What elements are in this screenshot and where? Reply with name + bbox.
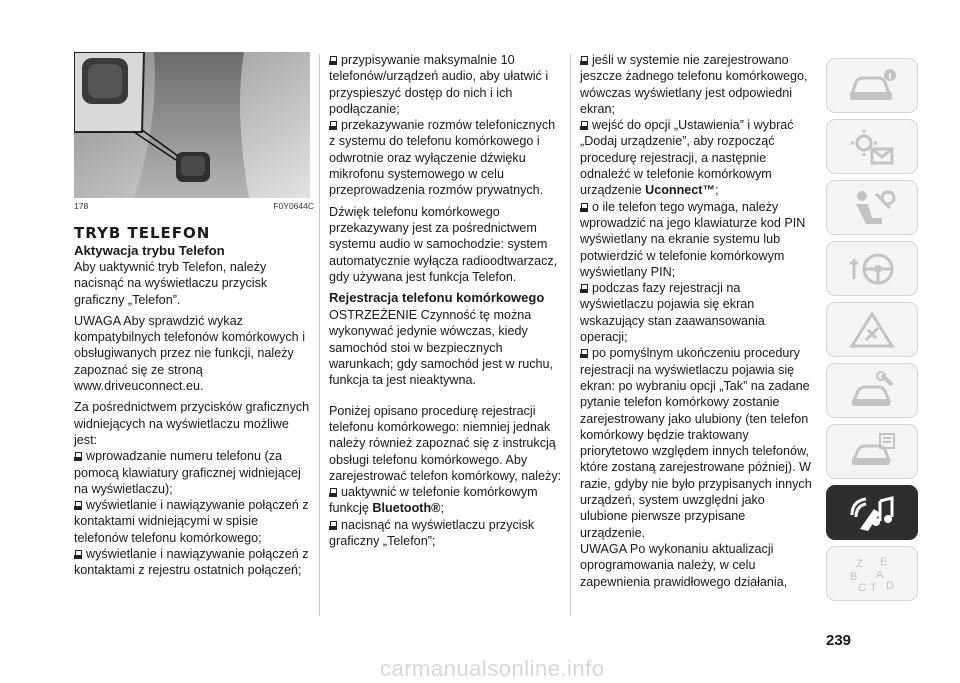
wrench-car-icon bbox=[846, 371, 898, 411]
multimedia-phone-music-icon bbox=[846, 493, 898, 533]
uconnect-term: Uconnect™ bbox=[645, 183, 716, 198]
watermark: carmanualsonline.info bbox=[380, 656, 605, 681]
technical-data-icon bbox=[846, 432, 898, 472]
airbag-seat-icon bbox=[846, 188, 898, 228]
figure-number: 178 bbox=[74, 201, 89, 211]
list-item: przypisywanie maksymalnie 10 telefonów/urządzeń audio, aby ułatwić i przyspieszyć dostęp do nich i ich podłączanie; bbox=[329, 53, 549, 116]
list-item: wyświetlanie i nawiązywanie połączeń z kontaktami widniejącymi w spisie telefonów telefonu komórkowego; bbox=[74, 498, 309, 545]
bullet-icon bbox=[329, 488, 337, 497]
paragraph: Za pośrednictwem przycisków graficznych widniejących na wyświetlaczu możliwe jest: bbox=[74, 400, 310, 447]
list-item: przekazywanie rozmów telefonicznych z systemu do telefonu komórkowego i odwrotnie oraz wyłączenie dźwięku mikrofonu systemowego w celu przeprowadzenia rozmów prywatnych. bbox=[329, 118, 556, 198]
column-divider bbox=[570, 54, 571, 616]
bullet-icon bbox=[329, 56, 337, 65]
figure-caption bbox=[74, 201, 314, 212]
figure-code: F0Y0644C bbox=[273, 201, 314, 211]
index-letter: T bbox=[870, 581, 877, 594]
list-item: wyświetlanie i nawiązywanie połączeń z kontaktami z rejestru ostatnich połączeń; bbox=[74, 547, 309, 578]
list-item: uaktywnić w telefonie komórkowym funkcję Bluetooth®; bbox=[329, 485, 538, 516]
list-item: wejść do opcji „Ustawienia” i wybrać „Dodaj urządzenie”, aby rozpocząć procedurę rejestracji, a następnie odnaleźć w telefonie komórkowym urządzenie Uconnect™; bbox=[580, 118, 794, 198]
column-divider bbox=[319, 54, 320, 616]
bullet-icon bbox=[329, 521, 337, 530]
bullet-icon bbox=[74, 452, 82, 461]
section-subtitle: Aktywacja trybu Telefon bbox=[74, 243, 225, 258]
note-paragraph: UWAGA Aby sprawdzić wykaz kompatybilnych telefonów komórkowych i obsługiwanych przez nie funkcji, należy zapoznać się ze stroną www.driveuconnect.eu. bbox=[74, 313, 305, 394]
index-letter: B bbox=[850, 570, 858, 583]
index-letter: D bbox=[886, 579, 894, 592]
bullet-icon bbox=[74, 550, 82, 559]
console-photo-illustration bbox=[74, 52, 310, 198]
warning-paragraph: OSTRZEŻENIE Czynność tę można wykonywać jedynie wówczas, kiedy samochód stoi w bezpiecznych warunkach; gdy samochód jest w ruchu, funkcja ta jest nieaktywna. bbox=[329, 308, 554, 388]
tab-index[interactable] bbox=[826, 546, 918, 601]
bullet-icon bbox=[580, 203, 588, 212]
list-item: jeśli w systemie nie zarejestrowano jeszcze żadnego telefonu komórkowego, wówczas wyświetlany jest odpowiedni ekran; bbox=[580, 53, 808, 116]
paragraph: Aby uaktywnić tryb Telefon, należy nacisnąć na wyświetlaczu przycisk graficzny „Telefon”. bbox=[74, 260, 268, 307]
column-1 bbox=[74, 52, 314, 579]
list-item: po pomyślnym ukończeniu procedury rejestracji na wyświetlaczu pojawia się ekran: po wybraniu opcji „Tak” na zadane pytanie telefon komórkowy zostanie zarejestrowany jako ulubiony (ten telefon komórkowy będzie traktowany priorytetowo względem innych telefonów, które zostaną zarejestrowane później). W razie, gdyby nie było przypisanych innych urządzeń, system uwzględni jako ulubione pierwsze przypisane urządzenie. bbox=[580, 346, 812, 540]
section-title: TRYB TELEFON bbox=[74, 224, 211, 242]
list-item: nacisnąć na wyświetlaczu przycisk graficzny „Telefon”; bbox=[329, 517, 535, 549]
column-3 bbox=[580, 52, 812, 590]
note-paragraph: UWAGA Po wykonaniu aktualizacji oprogramowania należy, w celu zapewnienia prawidłowego działania, bbox=[580, 541, 788, 589]
bullet-icon bbox=[580, 349, 588, 358]
bullet-icon bbox=[74, 501, 82, 510]
warning-lights-icon bbox=[846, 127, 898, 167]
bullet-icon bbox=[580, 284, 588, 293]
column-2 bbox=[329, 52, 563, 549]
alphabetical-index-icon bbox=[846, 554, 898, 594]
list-item: wprowadzanie numeru telefonu (za pomocą klawiatury graficznej widniejącej na wyświetlaczu); bbox=[74, 449, 301, 496]
paragraph: Poniżej opisano procedurę rejestracji telefonu komórkowego: niemniej jednak należy również zapoznać się z instrukcją obsługi telefonu komórkowego. Aby zarejestrować telefon komórkowy, należy: bbox=[329, 403, 562, 483]
list-item: podczas fazy rejestracji na wyświetlaczu pojawia się ekran wskazujący stan zaawansowania operacji; bbox=[580, 281, 765, 345]
tab-safety[interactable] bbox=[826, 180, 918, 235]
bullet-icon bbox=[580, 56, 588, 65]
warning-triangle-icon bbox=[846, 310, 898, 350]
steering-wheel-icon bbox=[846, 249, 898, 289]
section-heading: Rejestracja telefonu komórkowego bbox=[329, 290, 545, 306]
figure-photo bbox=[74, 52, 310, 198]
tab-dashboard-lights[interactable] bbox=[826, 119, 918, 174]
bullet-icon bbox=[329, 121, 337, 130]
index-letter: A bbox=[876, 568, 884, 581]
bluetooth-term: Bluetooth® bbox=[372, 501, 441, 516]
list-item: o ile telefon tego wymaga, należy wprowadzić na jego klawiaturze kod PIN wyświetlany na ekranie systemu lub potwierdzić w telefonie komórkowym wyświetlany PIN; bbox=[580, 199, 806, 279]
tab-technical-data[interactable] bbox=[826, 424, 918, 479]
tab-maintenance[interactable] bbox=[826, 363, 918, 418]
tab-starting-driving[interactable] bbox=[826, 241, 918, 296]
tab-car-overview[interactable] bbox=[826, 58, 918, 113]
car-info-icon bbox=[846, 66, 898, 106]
page-number: 239 bbox=[826, 632, 852, 649]
index-letter: Z bbox=[856, 557, 863, 570]
bullet-icon bbox=[580, 121, 588, 130]
tab-emergency[interactable] bbox=[826, 302, 918, 357]
index-letter: C bbox=[858, 581, 866, 594]
paragraph: Dźwięk telefonu komórkowego przekazywany jest za pośrednictwem systemu audio w samochodzie: system automatycznie wyłącza radioodtwarzacz, gdy używana jest funkcja Telefon. bbox=[329, 204, 558, 284]
index-letter: E bbox=[880, 555, 888, 568]
tab-multimedia[interactable] bbox=[826, 485, 918, 540]
chapter-tabs bbox=[826, 58, 918, 607]
